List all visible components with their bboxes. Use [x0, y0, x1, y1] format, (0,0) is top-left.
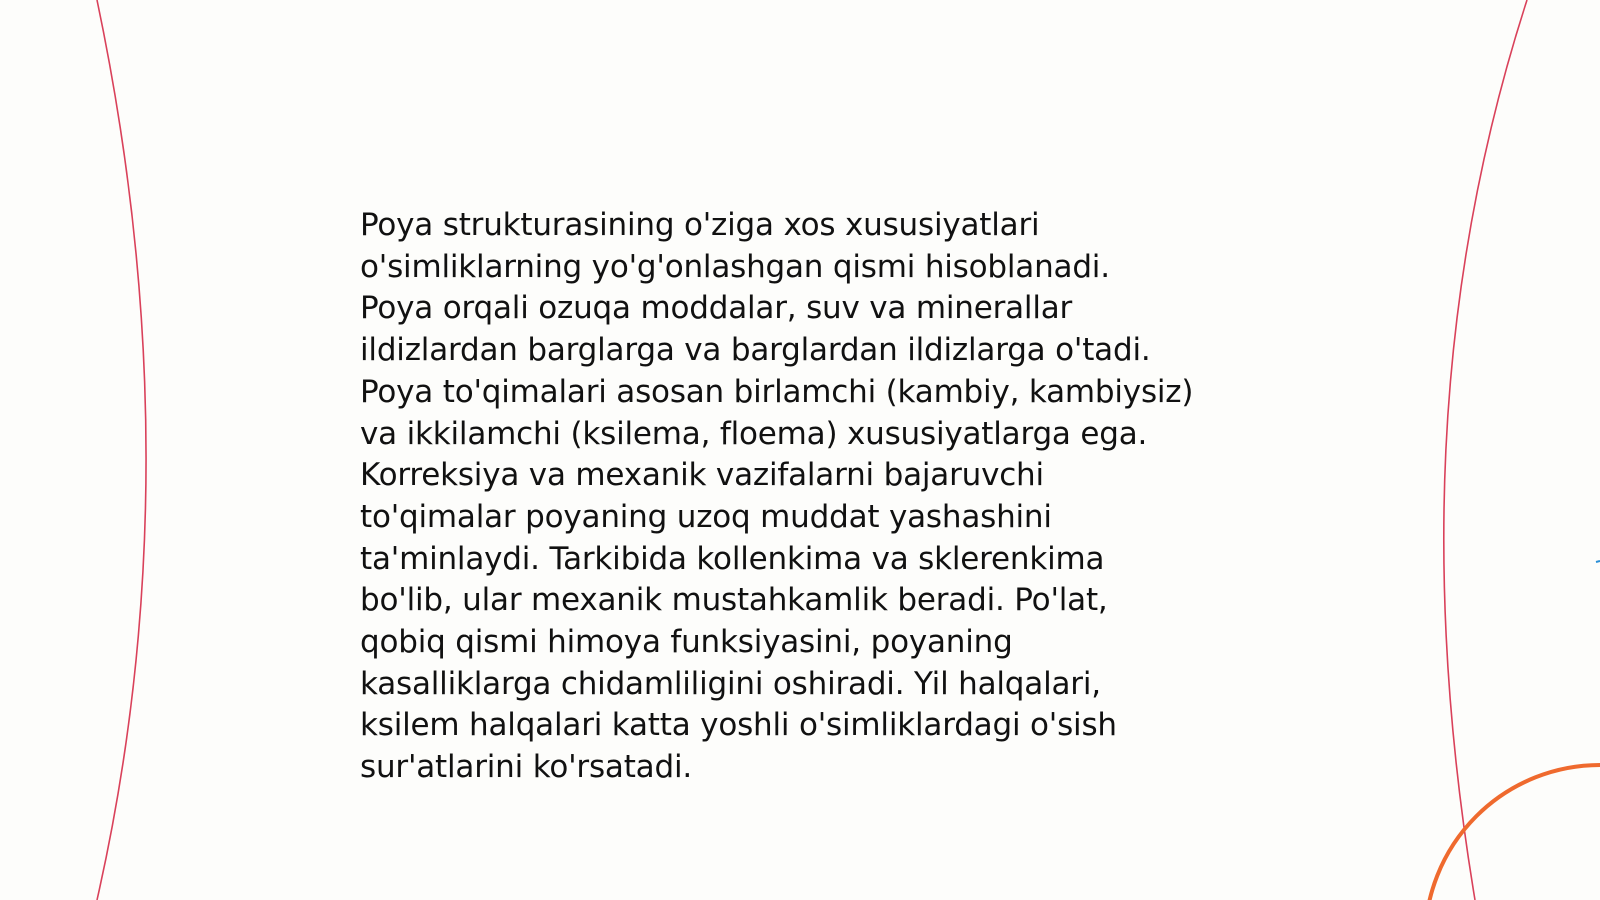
right-curve-decoration [1444, 0, 1527, 900]
left-curve-decoration [97, 0, 146, 900]
slide-body-text: Poya strukturasining o'ziga xos xususiyatlari o'simliklarning yo'g'onlashgan qismi hisoblanadi. Poya orqali ozuqa moddalar, suv va minerallar ildizlardan barglarga va barglardan ildizlarga o'tadi. Poya to'qimalari asosan birlamchi (kambiy, kambiysiz) va ikkilamchi (ksilema, floema) xususiyatlarga ega. Korreksiya va mexanik vazifalarni bajaruvchi to'qimalar poyaning uzoq muddat yashashini ta'minlaydi. Tarkibida kollenkima va sklerenkima bo'lib, ular mexanik mustahkamlik beradi. Po'lat, qobiq qismi himoya funksiyasini, poyaning kasalliklarga chidamliligini oshiradi. Yil halqalari, ksilem halqalari katta yoshli o'simliklardagi o'sish sur'atlarini ko'rsatadi. [360, 207, 1194, 786]
orange-arc-decoration [1425, 765, 1600, 900]
blue-accent-decoration [1596, 561, 1600, 562]
